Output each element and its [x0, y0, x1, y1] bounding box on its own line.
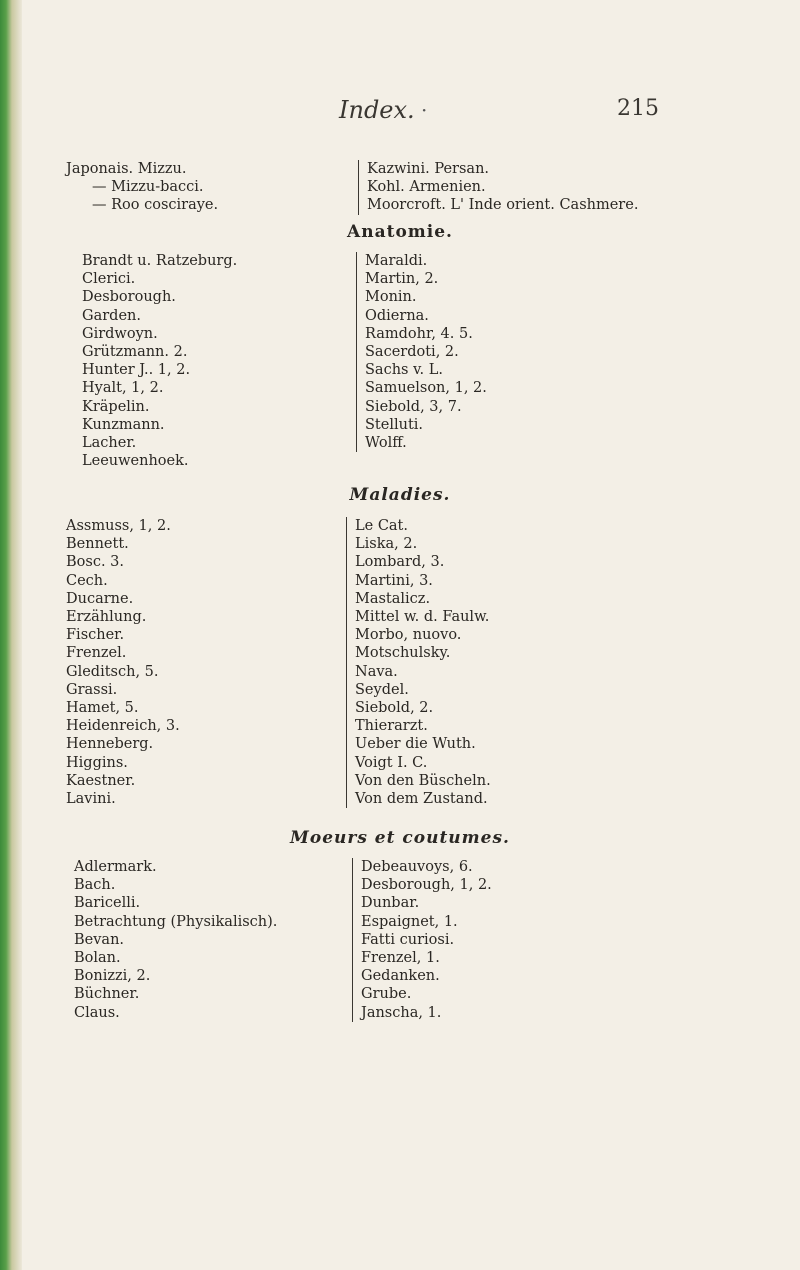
index-entry: Liska, 2. [355, 536, 418, 553]
intro-right-column [358, 160, 638, 215]
index-entry: Garden. [82, 307, 141, 324]
index-entry: Kunzmann. [82, 416, 165, 433]
index-entry: Sachs v. L. [365, 362, 444, 379]
index-entry: Bosc. 3. [66, 554, 124, 571]
page-binding-edge [0, 0, 22, 1270]
intro-left-column [66, 160, 218, 215]
index-entry: Adlermark. [74, 859, 157, 875]
anatomie-right-column [356, 252, 487, 452]
index-entry: Gleditsch, 5. [66, 663, 159, 680]
index-entry: — Mizzu-bacci. [92, 179, 204, 196]
index-entry: Voigt I. C. [355, 754, 428, 771]
index-entry: Dunbar. [361, 895, 420, 912]
maladies-right-column [346, 517, 491, 808]
index-entry: Heidenreich, 3. [66, 718, 180, 735]
index-entry: Betrachtung (Physikalisch). [74, 913, 278, 930]
index-entry: Lavini. [66, 791, 116, 808]
index-entry: Hyalt, 1, 2. [82, 380, 164, 397]
index-entry: Bevan. [74, 931, 125, 948]
index-entry: Martin, 2. [365, 271, 439, 288]
index-entry: Claus. [74, 1004, 120, 1021]
index-entry: Monin. [365, 289, 417, 306]
index-entry: Bolan. [74, 950, 121, 967]
index-entry: Bennett. [66, 536, 129, 553]
moeurs-left-column [74, 858, 277, 1022]
index-entry: Espaignet, 1. [361, 913, 458, 930]
index-entry: Sacerdoti, 2. [365, 344, 459, 361]
index-entry: Desborough, 1, 2. [361, 877, 492, 894]
index-entry: Kaestner. [66, 772, 136, 789]
index-entry: Ducarne. [66, 590, 134, 607]
index-entry: Fatti curiosi. [361, 931, 455, 948]
index-entry: Odierna. [365, 307, 429, 324]
index-entry: Mastalicz. [355, 590, 431, 607]
index-entry: Assmuss, 1, 2. [66, 518, 171, 534]
page-header [0, 96, 800, 126]
index-entry: Hamet, 5. [66, 700, 139, 717]
index-entry: Lombard, 3. [355, 554, 445, 571]
index-entry: Seydel. [355, 681, 409, 698]
index-entry: Siebold, 3, 7. [365, 398, 462, 415]
index-entry: Kazwini. Persan. [367, 161, 490, 177]
index-entry: Motschulsky. [355, 645, 451, 662]
index-entry: Nava. [355, 663, 398, 680]
section-title-moeurs-et-coutumes: Moeurs et coutumes. [290, 828, 510, 848]
index-entry: Samuelson, 1, 2. [365, 380, 487, 397]
index-entry: Siebold, 2. [355, 700, 434, 717]
index-entry: Henneberg. [66, 736, 154, 753]
index-entry: Fischer. [66, 627, 125, 644]
index-entry: Girdwoyn. [82, 325, 158, 342]
index-entry: Martini, 3. [355, 572, 433, 589]
index-entry: Kohl. Armenien. [367, 179, 486, 196]
index-entry: Gedanken. [361, 968, 440, 985]
index-entry: Kräpelin. [82, 398, 150, 415]
index-entry: Higgins. [66, 754, 128, 771]
index-entry: Debeauvoys, 6. [361, 859, 473, 875]
index-entry: Le Cat. [355, 518, 408, 534]
section-title-maladies: Maladies. [349, 485, 451, 505]
index-entry: Ramdohr, 4. 5. [365, 325, 473, 342]
anatomie-left-column [82, 252, 237, 470]
index-entry: Von dem Zustand. [355, 791, 488, 808]
index-entry: Japonais. Mizzu. [66, 161, 187, 177]
index-entry: Moorcroft. L' Inde orient. Cashmere. [367, 197, 639, 214]
index-entry: Stelluti. [365, 416, 424, 433]
moeurs-right-column [352, 858, 492, 1022]
index-entry: Morbo, nuovo. [355, 627, 462, 644]
index-entry: Mittel w. d. Faulw. [355, 609, 490, 626]
section-title-anatomie: Anatomie. [347, 222, 453, 242]
index-entry: Baricelli. [74, 895, 141, 912]
index-entry: Grassi. [66, 681, 118, 698]
index-entry: Grube. [361, 986, 412, 1003]
index-entry: Büchner. [74, 986, 140, 1003]
index-entry: Von den Büscheln. [355, 772, 491, 789]
index-entry: Erzählung. [66, 609, 147, 626]
header-separator: · [421, 98, 428, 122]
index-entry: Maraldi. [365, 253, 428, 269]
index-entry: Wolff. [365, 435, 407, 452]
index-entry: Hunter J.. 1, 2. [82, 362, 191, 379]
index-entry: Bach. [74, 877, 116, 894]
index-entry: Desborough. [82, 289, 176, 306]
index-entry: Janscha, 1. [361, 1004, 442, 1021]
index-entry: Cech. [66, 572, 108, 589]
maladies-left-column [66, 517, 180, 808]
index-entry: Ueber die Wuth. [355, 736, 476, 753]
page-number: 215 [617, 96, 659, 121]
index-entry: Clerici. [82, 271, 136, 288]
index-entry: — Roo cosciraye. [92, 197, 219, 214]
index-entry: Frenzel. [66, 645, 127, 662]
running-title: Index. [339, 96, 415, 124]
index-entry: Grützmann. 2. [82, 344, 188, 361]
index-entry: Brandt u. Ratzeburg. [82, 253, 238, 269]
index-entry: Thierarzt. [355, 718, 428, 735]
index-entry: Frenzel, 1. [361, 950, 440, 967]
index-entry: Bonizzi, 2. [74, 968, 151, 985]
index-entry: Lacher. [82, 435, 137, 452]
index-entry: Leeuwenhoek. [82, 453, 189, 470]
